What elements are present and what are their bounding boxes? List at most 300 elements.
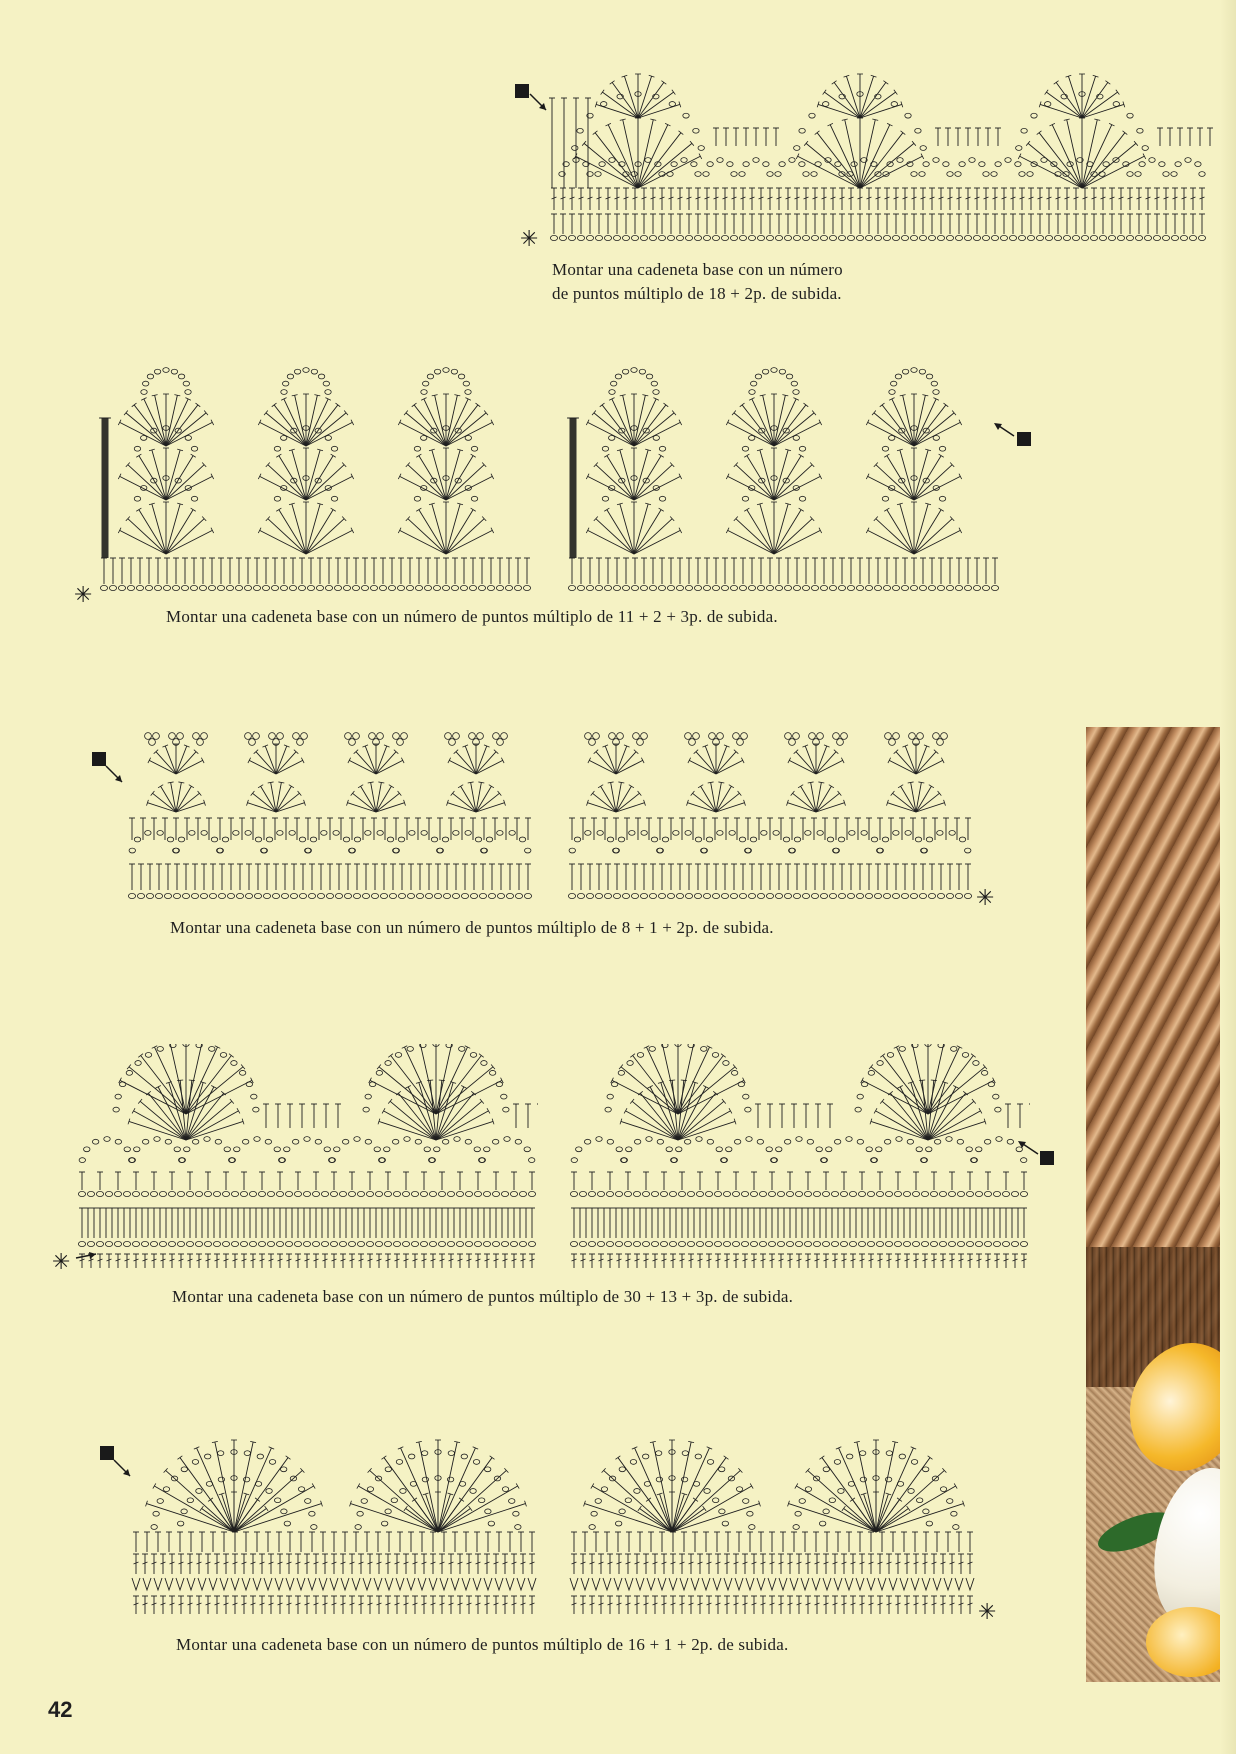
crochet-chart-5-left-drawing [130, 1392, 542, 1622]
v-stitch [407, 1578, 415, 1590]
v-stitch [658, 1578, 666, 1590]
chain-stitch [995, 1107, 1001, 1112]
fan-stitch-top [178, 782, 184, 783]
fan-stitch [438, 1486, 518, 1532]
chain-stitch [443, 368, 449, 373]
chain-stitch [509, 830, 515, 835]
v-stitch [933, 1578, 941, 1590]
fan-stitch [148, 1093, 186, 1140]
chain-stitch [926, 374, 932, 379]
chain-stitch [363, 1107, 369, 1112]
chain-stitch [903, 1241, 910, 1246]
chain-stitch [846, 1454, 852, 1459]
fan-stitch-top [679, 131, 684, 135]
chain-stitch [218, 893, 225, 898]
fan-stitch [408, 465, 446, 500]
fan-stitch [166, 422, 212, 446]
chain-stitch [568, 893, 575, 898]
chain-stitch [280, 1467, 286, 1472]
chain-stitch [939, 1241, 946, 1246]
chain-stitch [742, 496, 748, 501]
fan-stitch-top [200, 1506, 204, 1511]
chain-stitch [78, 1191, 85, 1196]
chain-stitch [767, 172, 773, 177]
chain-stitch [113, 1107, 119, 1112]
chain-stitch [712, 585, 719, 590]
fan-stitch [351, 1504, 438, 1532]
chain-stitch [177, 1521, 183, 1526]
fan-stitch [736, 465, 774, 500]
chain-stitch [676, 1147, 682, 1152]
v-stitch [636, 1578, 644, 1590]
fan-stitch-top [459, 1498, 464, 1502]
fan-stitch-top [237, 1108, 240, 1113]
fan-stitch-top [412, 1498, 417, 1502]
chain-stitch [254, 893, 261, 898]
fan-stitch [860, 125, 890, 188]
fan-stitch [632, 1101, 678, 1140]
chain-stitch [613, 893, 620, 898]
chain-stitch [722, 1521, 728, 1526]
chain-stitch [343, 837, 349, 842]
chain-stitch [407, 893, 414, 898]
fan-stitch-top [471, 508, 476, 511]
chain-stitch [311, 1525, 317, 1530]
fan-stitch-top [298, 791, 302, 796]
fan-stitch [253, 793, 276, 812]
chain-stitch [393, 1191, 400, 1196]
fan-stitch [816, 793, 839, 812]
chain-stitch [415, 1139, 421, 1144]
fan-stitch [1040, 104, 1082, 118]
chain-stitch [114, 1241, 121, 1246]
chain-stitch [348, 1241, 355, 1246]
fan-stitch-top [724, 1456, 729, 1460]
fan-stitch [860, 82, 886, 118]
chain-stitch [453, 830, 459, 835]
chain-stitch [128, 893, 135, 898]
v-stitch [922, 1578, 930, 1590]
fan-stitch-top [289, 785, 294, 788]
chain-stitch [361, 585, 368, 590]
chain-stitch [400, 1489, 406, 1494]
v-stitch [680, 1578, 688, 1590]
chain-stitch [519, 837, 525, 842]
chain-stitch [757, 893, 764, 898]
chain-stitch [354, 837, 360, 842]
picot [477, 733, 484, 740]
chain-stitch [799, 128, 805, 133]
fan-stitch-top [891, 791, 895, 796]
fan-stitch [234, 1486, 314, 1532]
chain-stitch [723, 1061, 729, 1066]
fan-stitch-top [791, 791, 795, 796]
chain-stitch [186, 1241, 193, 1246]
chain-stitch [276, 1191, 283, 1196]
chain-stitch [658, 893, 665, 898]
chain-stitch [948, 1191, 955, 1196]
fan-stitch-top [278, 782, 284, 783]
chain-stitch [586, 585, 593, 590]
chain-stitch [642, 1191, 649, 1196]
chain-stitch [859, 1451, 865, 1456]
fan-stitch [774, 450, 788, 500]
chain-stitch [172, 585, 179, 590]
picot [937, 739, 944, 746]
chain-stitch [937, 585, 944, 590]
fan-stitch [796, 752, 816, 774]
chain-stitch [694, 893, 701, 898]
chain-stitch [425, 893, 432, 898]
chain-stitch [420, 1191, 427, 1196]
chain-stitch [151, 1525, 157, 1530]
chain-stitch [354, 1137, 360, 1142]
pattern-2-caption: Montar una cadeneta base con un número de puntos múltiplo de 11 + 2 + 3p. de subida. [166, 607, 778, 626]
chain-stitch [867, 1191, 874, 1196]
chain-stitch [899, 1047, 905, 1052]
chain-stitch [1099, 172, 1105, 177]
chain-stitch [281, 390, 287, 395]
picot [293, 733, 300, 740]
chain-stitch [831, 1241, 838, 1246]
crochet-chart-5-right-drawing [568, 1392, 980, 1622]
picot [369, 733, 376, 740]
v-stitch [779, 1578, 787, 1590]
fan-stitch [596, 104, 638, 118]
fan-stitch [678, 1101, 724, 1140]
chain-stitch [523, 585, 530, 590]
chain-stitch [631, 585, 638, 590]
chain-stitch [147, 374, 153, 379]
chain-stitch [685, 235, 692, 240]
chain-stitch [759, 1241, 766, 1246]
chain-stitch [642, 1454, 648, 1459]
chain-stitch [303, 368, 309, 373]
chain-stitch [277, 830, 283, 835]
chain-stitch [794, 146, 800, 151]
chain-stitch [834, 1459, 840, 1464]
pattern-1-caption [552, 258, 843, 306]
fan-stitch [408, 519, 446, 554]
chain-stitch [515, 893, 522, 898]
chain-stitch [676, 893, 683, 898]
chain-stitch [429, 1241, 436, 1246]
chain-stitch [1189, 235, 1196, 240]
chain-stitch [761, 830, 767, 835]
crochet-chart-5-right [568, 1392, 980, 1622]
chain-stitch [597, 830, 603, 835]
chain-stitch [933, 158, 939, 163]
chain-stitch [783, 837, 789, 842]
chain-stitch [362, 893, 369, 898]
chain-stitch [757, 235, 764, 240]
chain-stitch [414, 496, 420, 501]
chain-stitch [811, 585, 818, 590]
chain-stitch [366, 1191, 373, 1196]
chain-stitch [577, 893, 584, 898]
chain-stitch [622, 585, 629, 590]
chain-stitch [731, 1070, 737, 1075]
chain-stitch [982, 585, 989, 590]
fan-stitch-top [646, 1498, 651, 1502]
chain-stitch [940, 1487, 946, 1492]
fan-stitch [696, 752, 716, 774]
chain-stitch [181, 585, 188, 590]
fan-stitch [140, 1101, 186, 1140]
chain-stitch [515, 1139, 521, 1144]
start-square-marker-icon [1017, 432, 1031, 446]
chain-stitch [242, 1139, 248, 1144]
chain-stitch [307, 585, 314, 590]
chain-stitch [392, 1139, 398, 1144]
chain-stitch [255, 837, 261, 842]
chain-stitch [171, 369, 177, 374]
chain-stitch [570, 1241, 577, 1246]
chain-stitch [748, 235, 755, 240]
crochet-chart-4-left [76, 1044, 538, 1272]
chain-stitch [371, 893, 378, 898]
chain-stitch [299, 893, 306, 898]
chain-stitch [634, 1139, 640, 1144]
picot [145, 733, 152, 740]
chain-stitch [1153, 235, 1160, 240]
fan-stitch-top [191, 508, 196, 511]
fan-stitch-top [168, 782, 174, 783]
chain-stitch [931, 381, 937, 386]
chain-stitch [1185, 158, 1191, 163]
chain-stitch [890, 381, 896, 386]
page-gutter [1220, 0, 1236, 1754]
chain-stitch [321, 830, 327, 835]
fan-stitch [638, 156, 700, 188]
chain-stitch [145, 1052, 151, 1057]
chain-stitch [966, 1147, 972, 1152]
v-stitch [242, 1578, 250, 1590]
v-stitch [231, 1578, 239, 1590]
fan-stitch [446, 422, 492, 446]
chain-stitch [465, 1191, 472, 1196]
chain-stitch [213, 1241, 220, 1246]
chain-stitch [649, 1047, 655, 1052]
chain-stitch [1099, 235, 1106, 240]
chain-stitch [315, 1139, 321, 1144]
fan-stitch-top [971, 1054, 976, 1058]
chain-stitch [651, 1241, 658, 1246]
chain-stitch [470, 893, 477, 898]
chain-stitch [442, 1139, 448, 1144]
chain-stitch [145, 830, 151, 835]
chain-stitch [793, 1525, 799, 1530]
chain-stitch [190, 585, 197, 590]
chain-stitch [976, 1147, 982, 1152]
chain-stitch [619, 1467, 625, 1472]
chain-stitch [211, 837, 217, 842]
fan-stitch-top [629, 785, 634, 788]
chain-stitch [633, 1191, 640, 1196]
chain-stitch [524, 893, 531, 898]
chain-stitch [105, 1241, 112, 1246]
chain-stitch [124, 1147, 130, 1152]
picot [889, 739, 896, 746]
chain-stitch [741, 1191, 748, 1196]
fan-stitch [893, 793, 916, 812]
chain-stitch [983, 172, 989, 177]
chain-stitch [141, 1241, 148, 1246]
fan-stitch-top [378, 782, 384, 783]
chain-stitch [411, 1241, 418, 1246]
fan-stitch [120, 1080, 186, 1114]
chain-stitch [660, 1241, 667, 1246]
chain-stitch [993, 1191, 1000, 1196]
fan-stitch [634, 504, 648, 554]
chain-stitch [826, 1147, 832, 1152]
decorative-photo [1086, 727, 1220, 1682]
chain-stitch [748, 585, 755, 590]
chain-stitch [217, 585, 224, 590]
chain-stitch [897, 158, 903, 163]
fan-stitch-top [398, 791, 402, 796]
chain-stitch [911, 172, 917, 177]
chain-stitch [141, 390, 147, 395]
fan-stitch [176, 793, 199, 812]
picot [497, 739, 504, 746]
chain-stitch [217, 848, 223, 853]
chain-stitch [1011, 1241, 1018, 1246]
chain-stitch [630, 1459, 636, 1464]
chain-stitch [981, 1070, 987, 1075]
picot [349, 739, 356, 746]
chain-stitch [427, 374, 433, 379]
chain-stitch [865, 235, 872, 240]
chain-stitch [178, 837, 184, 842]
crochet-chart-2-right [566, 358, 1002, 598]
v-stitch [462, 1578, 470, 1590]
chain-stitch [387, 837, 393, 842]
fan-stitch [638, 104, 680, 118]
chain-stitch [903, 1191, 910, 1196]
chain-stitch [459, 1047, 465, 1052]
chain-stitch [343, 585, 350, 590]
picot [393, 733, 400, 740]
chain-stitch [912, 1191, 919, 1196]
v-stitch [506, 1578, 514, 1590]
chain-stitch [584, 1139, 590, 1144]
chain-stitch [448, 1451, 454, 1456]
fan-stitch-top [286, 1456, 291, 1460]
chain-stitch [420, 1241, 427, 1246]
fan-stitch-top [255, 1498, 260, 1502]
chain-stitch [618, 1070, 624, 1075]
chain-stitch [714, 1241, 721, 1246]
chain-stitch [829, 893, 836, 898]
v-stitch [603, 1578, 611, 1590]
picot [345, 733, 352, 740]
chain-stitch [240, 1241, 247, 1246]
picot [741, 733, 748, 740]
v-stitch [374, 1578, 382, 1590]
v-stitch [889, 1578, 897, 1590]
chain-stitch [681, 158, 687, 163]
fan-stitch [596, 465, 634, 500]
fan-stitch [476, 793, 499, 812]
picot [149, 739, 156, 746]
chain-stitch [743, 1094, 749, 1099]
chain-stitch [858, 1191, 865, 1196]
chain-stitch [802, 585, 809, 590]
chain-stitch [1005, 158, 1011, 163]
chain-stitch [1171, 172, 1177, 177]
chain-stitch [649, 893, 656, 898]
chain-stitch [1027, 172, 1033, 177]
chain-stitch [384, 1191, 391, 1196]
chain-stitch [209, 893, 216, 898]
chain-stitch [991, 172, 997, 177]
chain-stitch [513, 1511, 519, 1516]
chain-stitch [324, 1147, 330, 1152]
chain-stitch [887, 1052, 893, 1057]
fan-stitch-top [659, 454, 664, 457]
chain-stitch [84, 1147, 90, 1152]
chain-stitch [642, 1241, 649, 1246]
picot [277, 733, 284, 740]
chain-stitch [595, 172, 601, 177]
picot [593, 733, 600, 740]
fan-stitch-top [808, 782, 814, 783]
v-stitch [757, 1578, 765, 1590]
chain-stitch [615, 1521, 621, 1526]
fan-stitch [928, 1101, 974, 1140]
chain-stitch [150, 1241, 157, 1246]
chain-stitch [723, 1191, 730, 1196]
v-stitch [713, 1578, 721, 1590]
chain-stitch [604, 235, 611, 240]
chain-stitch [281, 1509, 287, 1514]
chain-stitch [691, 162, 697, 167]
fan-stitch-top [928, 1456, 933, 1460]
chain-stitch [973, 585, 980, 590]
v-stitch [845, 1578, 853, 1590]
chain-stitch [381, 1521, 387, 1526]
chain-stitch [658, 235, 665, 240]
chain-stitch [588, 1191, 595, 1196]
v-stitch [944, 1578, 952, 1590]
chain-stitch [784, 893, 791, 898]
fan-stitch [306, 450, 320, 500]
fan-stitch-top [136, 454, 141, 457]
fan-stitch [876, 465, 914, 500]
chain-stitch [195, 1241, 202, 1246]
chain-stitch [157, 1047, 163, 1052]
v-stitch [330, 1578, 338, 1590]
chain-stitch [813, 1191, 820, 1196]
chain-stitch [827, 837, 833, 842]
chain-stitch [857, 1094, 863, 1099]
chain-stitch [574, 837, 580, 842]
chain-stitch [816, 1147, 822, 1152]
chain-stitch [892, 235, 899, 240]
v-stitch [385, 1578, 393, 1590]
fan-stitch [774, 465, 812, 500]
chain-stitch [398, 893, 405, 898]
fan-stitch [432, 450, 446, 500]
chain-stitch [727, 162, 733, 167]
chain-stitch [155, 893, 162, 898]
fan-stitch-top [703, 1085, 708, 1088]
chain-stitch [712, 1498, 718, 1503]
chain-stitch [215, 1139, 221, 1144]
chain-stitch [501, 1241, 508, 1246]
chain-stitch [406, 585, 413, 590]
